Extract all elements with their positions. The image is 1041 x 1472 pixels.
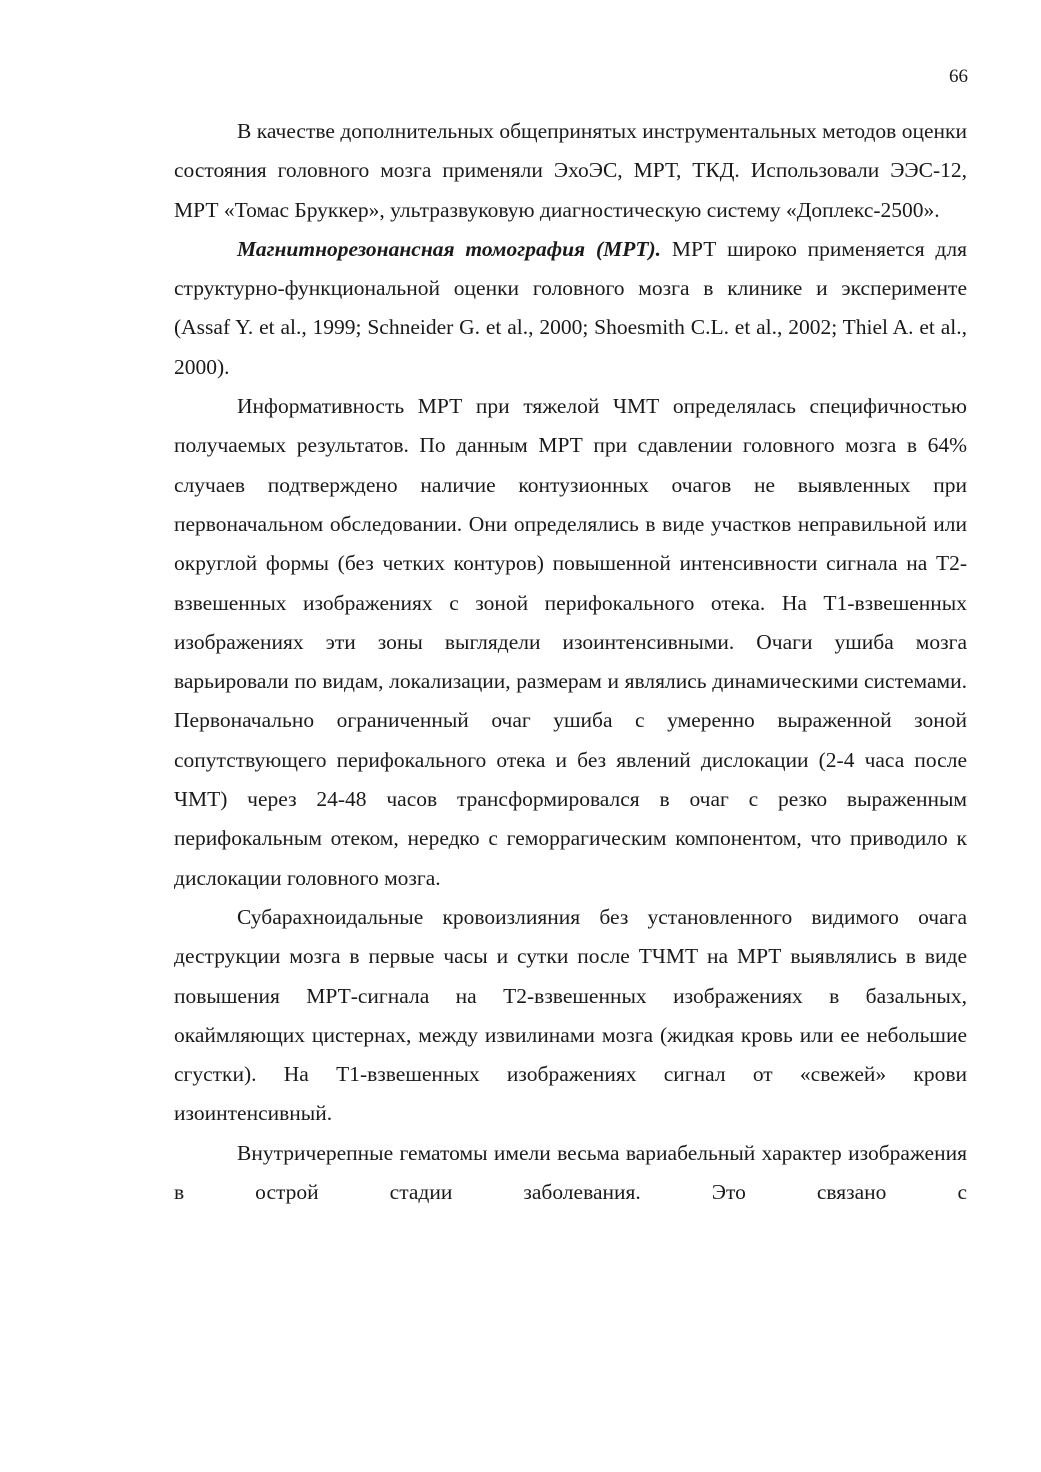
paragraph-instrumental-methods: В качестве дополнительных общепринятых инструментальных методов оценки состояния головного мозга применяли ЭхоЭС, МРТ, ТКД. Использовали ЭЭС-12, МРТ «Томас Бруккер», ультразвуковую диагностическую систему «Доплекс-2500». bbox=[174, 119, 967, 222]
page-number: 66 bbox=[949, 66, 968, 87]
paragraph-mri-text: МРТ широко применяется для структурно-функциональной оценки головного мозга в клинике и эксперименте (Assaf Y. et al., 1999; Schneider G. et al., 2000; Shoesmith C.L. et al., 2002; Thiel A. et al., 2000). bbox=[174, 236, 967, 379]
section-heading-mri: Магнитнорезонансная томография (МРТ). bbox=[237, 236, 662, 261]
paragraph-mri bbox=[174, 230, 967, 387]
document-body bbox=[174, 112, 967, 1212]
paragraph-mri-informativeness: Информативность МРТ при тяжелой ЧМТ определялась специфичностью получаемых результатов. По данным МРТ при сдавлении головного мозга в 64% случаев подтверждено наличие контузионных очагов не выявленных при первоначальном обследовании. Они определялись в виде участков неправильной или округлой формы (без четких контуров) повышенной интенсивности сигнала на Т2-взвешенных изображениях с зоной перифокального отека. На Т1-взвешенных изображениях эти зоны выглядели изоинтенсивными. Очаги ушиба мозга варьировали по видам, локализации, размерам и являлись динамическими системами. Первоначально ограниченный очаг ушиба с умеренно выраженной зоной сопутствующего перифокального отека и без явлений дислокации (2-4 часа после ЧМТ) через 24-48 часов трансформировался в очаг с резко выраженным перифокальным отеком, нередко с геморрагическим компонентом, что приводило к дислокации головного мозга. bbox=[174, 394, 967, 890]
paragraph-subarachnoid-hemorrhage: Субарахноидальные кровоизлияния без установленного видимого очага деструкции мозга в первые часы и сутки после ТЧМТ на МРТ выявлялись в виде повышения МРТ-сигнала на Т2-взвешенных изображениях в базальных, окаймляющих цистернах, между извилинами мозга (жидкая кровь или ее небольшие сгустки). На Т1-взвешенных изображениях сигнал от «свежей» крови изоинтенсивный. bbox=[174, 904, 967, 1126]
paragraph-intracranial-hematomas: Внутричерепные гематомы имели весьма вариабельный характер изображения в острой стадии заболевания. Это связано с bbox=[174, 1140, 967, 1205]
